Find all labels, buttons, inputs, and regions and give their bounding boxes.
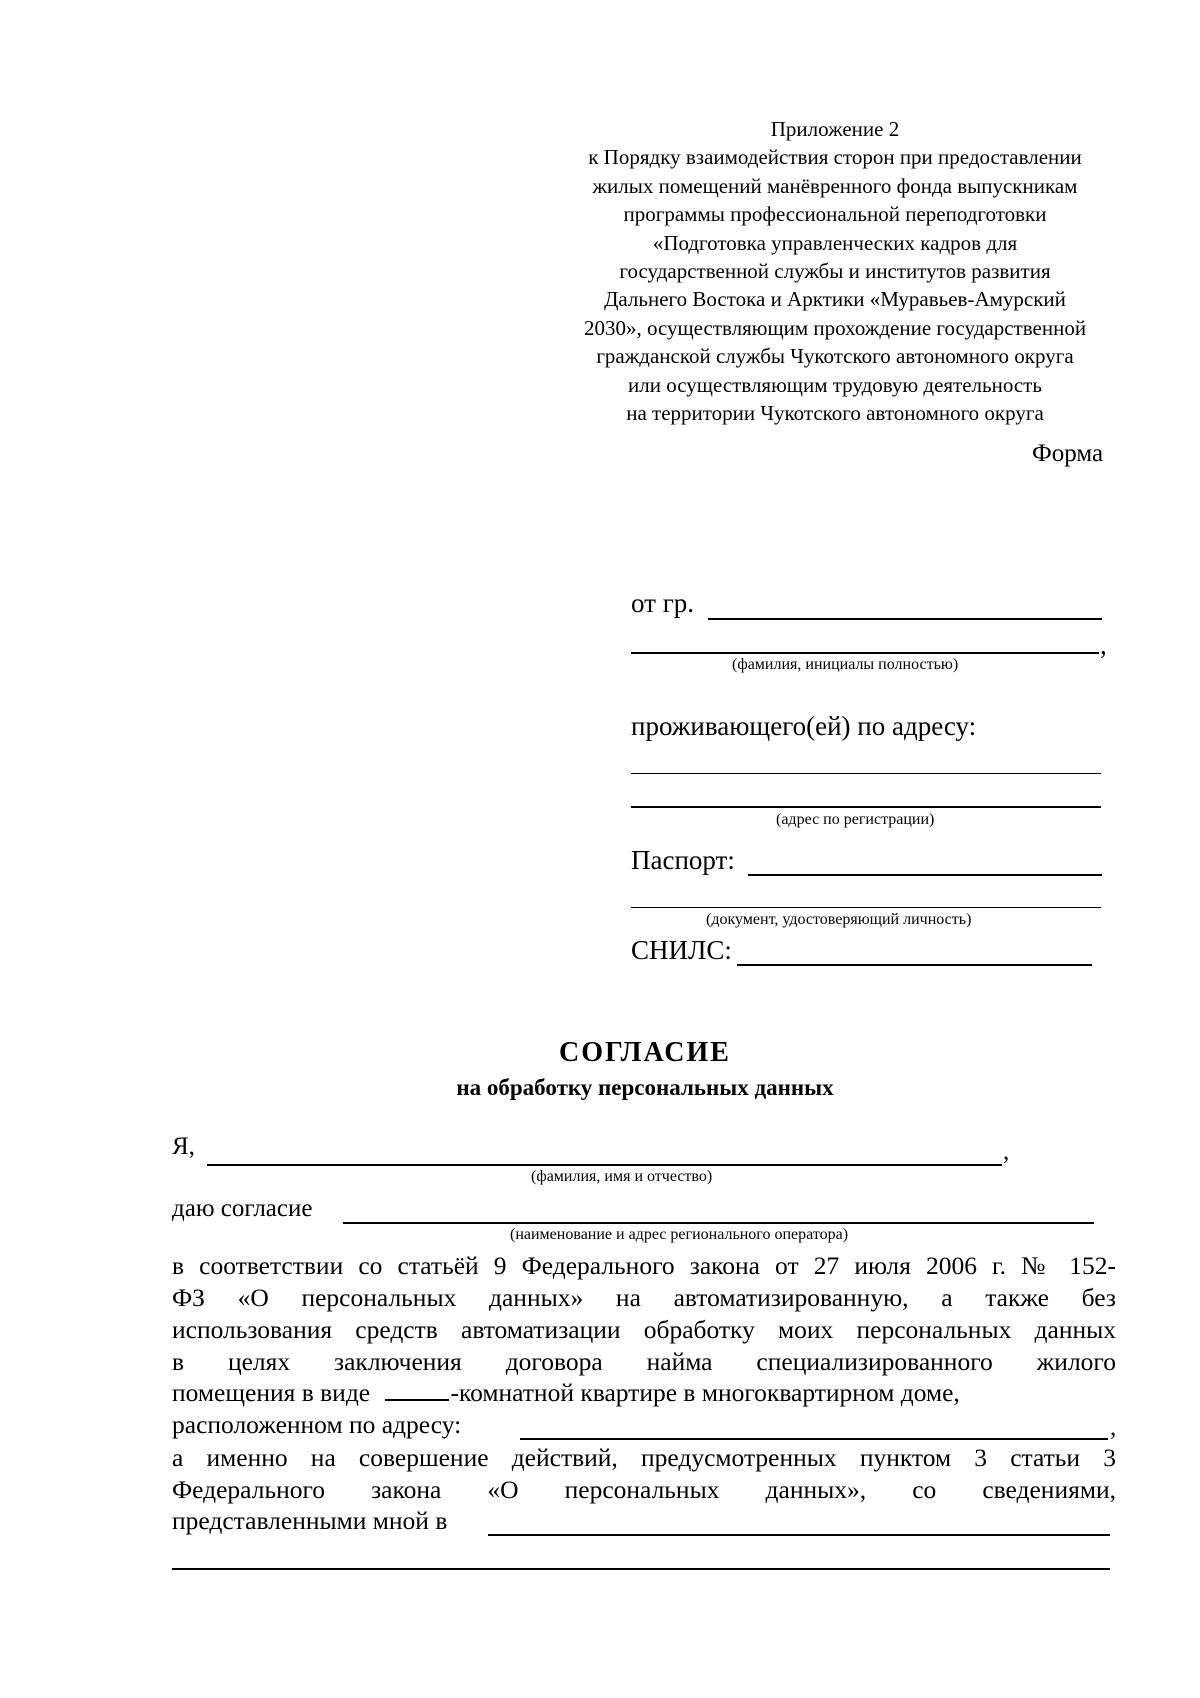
appendix-line: гражданской службы Чукотского автономного округа (596, 344, 1074, 369)
rooms-count-field[interactable] (385, 1379, 449, 1401)
from-citizen-label: от гр. (631, 588, 695, 618)
appendix-line: к Порядку взаимодействия сторон при предоставлении (588, 145, 1082, 170)
appendix-line: Приложение 2 (770, 117, 900, 141)
consent-label: даю согласие (172, 1195, 313, 1222)
body-line-2: ФЗ «О персональных данных» на автоматизированную, а также без (172, 1283, 1116, 1312)
body-line-5 (172, 1378, 960, 1408)
apartment-address-field[interactable] (520, 1438, 1108, 1440)
fio-caption: (фамилия, имя и отчество) (531, 1168, 713, 1185)
info-source-field-2[interactable] (172, 1568, 1110, 1570)
address-caption: (адрес по регистрации) (776, 811, 935, 828)
appendix-line: на территории Чукотского автономного округа (626, 401, 1044, 426)
passport-caption: (документ, удостоверяющий личность) (706, 911, 972, 928)
appendix-line: Дальнего Востока и Арктики «Муравьев-Амурский (604, 287, 1066, 312)
rooms-suffix: -комнатной квартире в многоквартирном доме, (450, 1378, 960, 1407)
address-field-1[interactable] (631, 773, 1101, 774)
rooms-prefix: помещения в виде (172, 1378, 371, 1407)
applicant-name-field[interactable] (708, 618, 1102, 620)
operator-caption: (наименование и адрес регионального оператора) (510, 1226, 849, 1243)
body-line-1: в соответствии со статьёй 9 Федерального закона от 27 июля 2006 г. № 152- (172, 1251, 1116, 1280)
snils-label: СНИЛС: (631, 935, 732, 965)
appendix-line: государственной службы и институтов развития (619, 259, 1051, 284)
appendix-line: «Подготовка управленческих кадров для (652, 230, 1018, 255)
info-source-field[interactable] (488, 1534, 1110, 1536)
document-title: СОГЛАСИЕ (559, 1037, 731, 1068)
fio-field[interactable] (207, 1164, 1002, 1166)
form-label: Форма (1032, 440, 1104, 467)
snils-field[interactable] (737, 964, 1092, 966)
appendix-line: или осуществляющим трудовую деятельность (628, 372, 1042, 397)
passport-label: Паспорт: (631, 845, 735, 875)
address-label: проживающего(ей) по адресу: (631, 711, 977, 741)
body-line-4: в целях заключения договора найма специализированного жилого (172, 1347, 1116, 1376)
applicant-name-field-2[interactable] (631, 652, 1099, 654)
operator-field[interactable] (343, 1222, 1094, 1224)
address-field-2[interactable] (631, 806, 1101, 808)
passport-field-2[interactable] (631, 907, 1101, 908)
passport-field[interactable] (748, 874, 1102, 876)
appendix-line: 2030», осуществляющим прохождение государственной (583, 315, 1087, 340)
body-line-7: а именно на совершение действий, предусмотренных пунктом 3 статьи 3 (172, 1443, 1116, 1472)
i-label: Я, (172, 1133, 195, 1160)
body-line-3: использования средств автоматизации обработку моих персональных данных (172, 1315, 1116, 1344)
address-line-label: расположенном по адресу: (172, 1410, 462, 1439)
address-line-comma: , (1110, 1414, 1117, 1441)
appendix-line: жилых помещений манёвренного фонда выпускникам (592, 173, 1078, 198)
body-line-8: Федерального закона «О персональных данных», со сведениями, (172, 1475, 1116, 1504)
body-line-9-label: представленными мной в (172, 1506, 448, 1535)
appendix-header (545, 115, 1125, 427)
document-subtitle: на обработку персональных данных (456, 1075, 834, 1100)
appendix-line: программы профессиональной переподготовки (623, 202, 1047, 227)
name-caption: (фамилия, инициалы полностью) (732, 656, 959, 673)
name-comma: , (1100, 630, 1107, 660)
fio-comma: , (1003, 1138, 1010, 1165)
